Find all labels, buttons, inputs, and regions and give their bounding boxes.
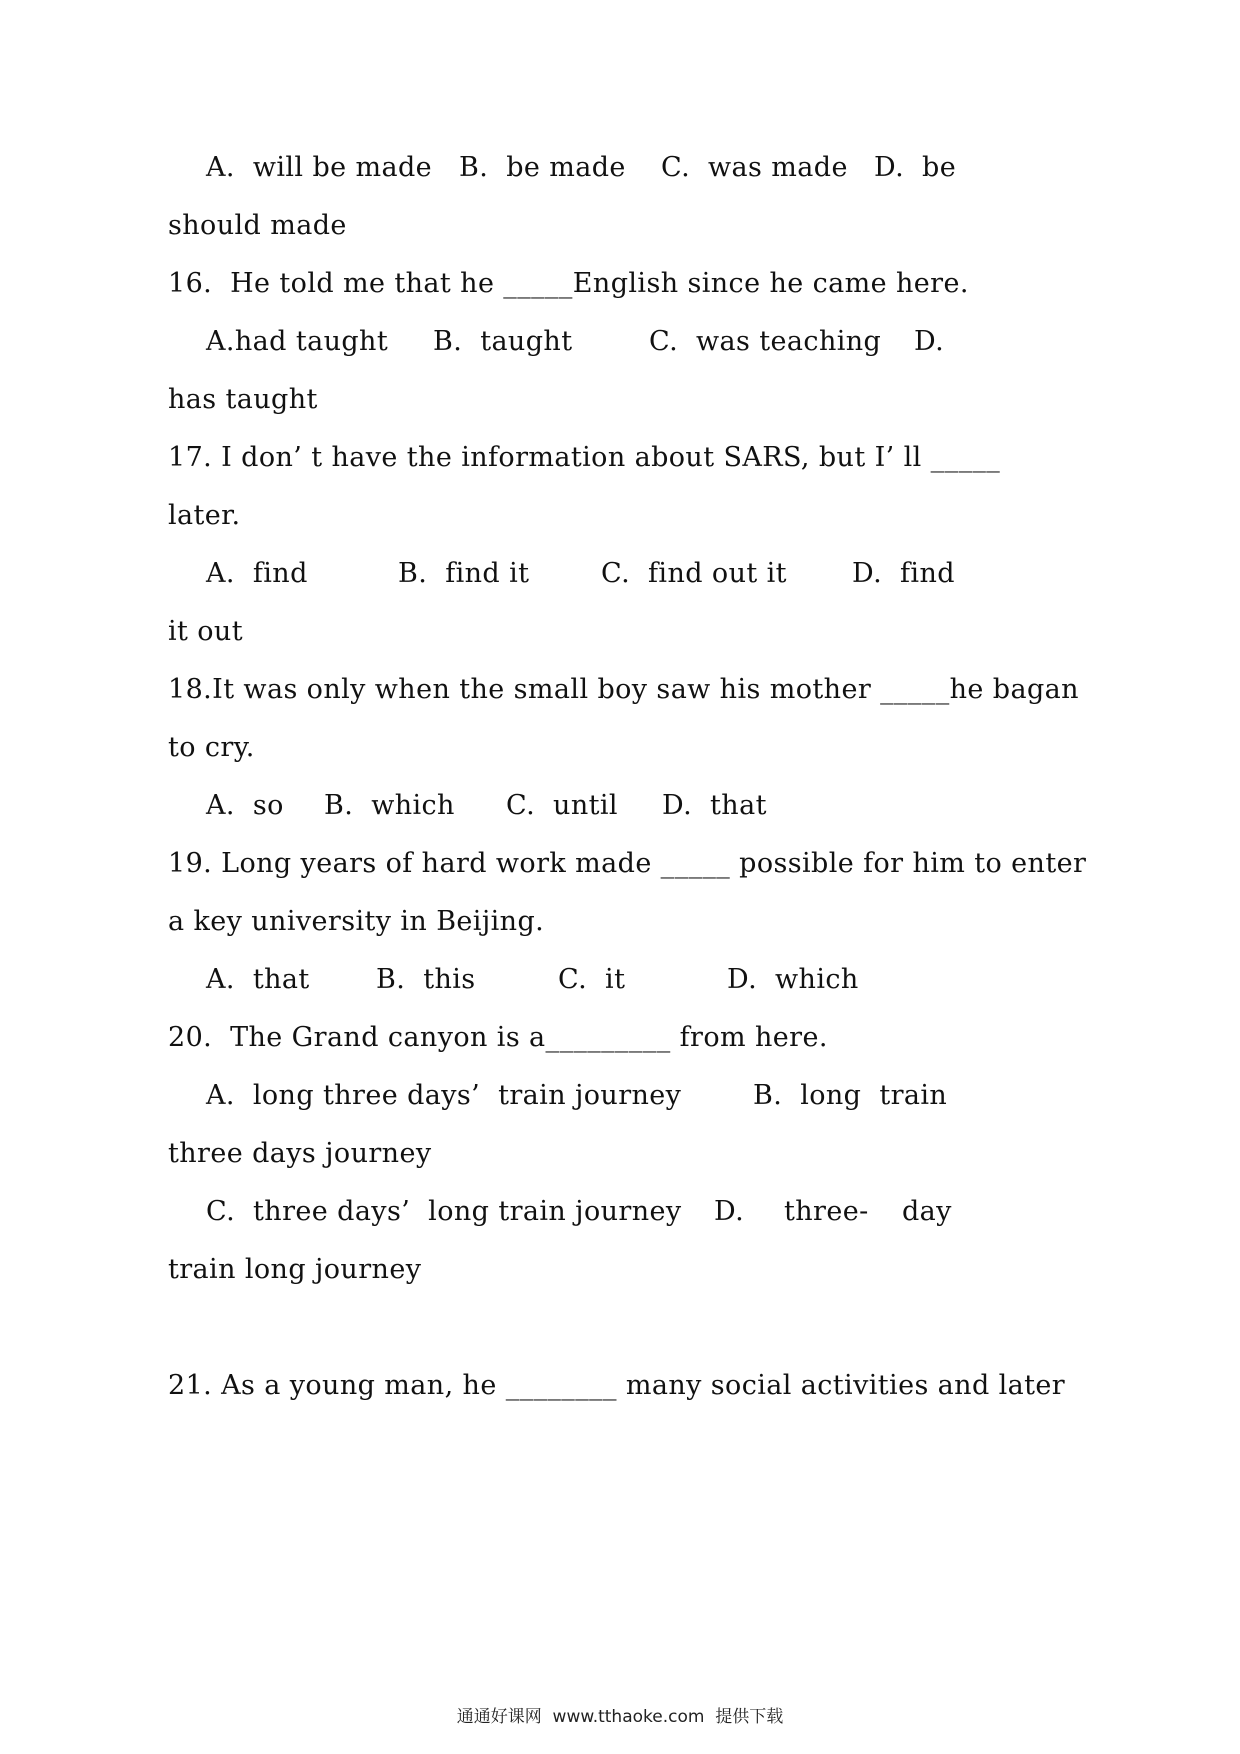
q15-option-d: D. be (874, 152, 957, 183)
q18-option-d: D. that (662, 790, 767, 821)
q15-option-b: B. be made (459, 152, 626, 183)
q18-stem: 18.It was only when the small boy saw his mother _____he bagan (168, 674, 1079, 705)
q20-option-b: B. long train (753, 1080, 948, 1111)
q17-option-d-continuation: it out (168, 616, 243, 647)
q17-stem-continuation: later. (168, 500, 241, 531)
q15-option-a: A. will be made (206, 152, 433, 183)
q19-option-b: B. this (376, 964, 476, 995)
q18-option-a: A. so (206, 790, 284, 821)
q20-option-d-word1: three- (784, 1196, 869, 1227)
q16-option-a: A.had taught (206, 326, 389, 357)
q16-option-d: D. (914, 326, 945, 357)
q15-option-d-continuation: should made (168, 210, 347, 241)
page-footer: 通通好课网 www.tthaoke.com 提供下载 (456, 1707, 784, 1727)
q17-option-a: A. find (206, 558, 308, 589)
q17-option-c: C. find out it (601, 558, 787, 589)
q16-option-d-continuation: has taught (168, 384, 318, 415)
q19-option-a: A. that (206, 964, 310, 995)
q20-stem: 20. The Grand canyon is a_________ from here. (168, 1022, 828, 1053)
q17-option-d: D. find (852, 558, 955, 589)
q19-stem-continuation: a key university in Beijing. (168, 906, 545, 937)
q16-option-c: C. was teaching (649, 326, 882, 357)
q20-option-a: A. long three days’ train journey (206, 1080, 682, 1111)
q20-option-c: C. three days’ long train journey (206, 1196, 682, 1227)
q20-option-b-continuation: three days journey (168, 1138, 432, 1169)
q18-option-c: C. until (506, 790, 618, 821)
q15-option-c: C. was made (661, 152, 848, 183)
q18-stem-continuation: to cry. (168, 732, 255, 763)
q16-stem: 16. He told me that he _____English since he came here. (168, 268, 969, 299)
q19-option-d: D. which (727, 964, 859, 995)
q16-option-b: B. taught (433, 326, 573, 357)
q20-option-d-word2: day (902, 1196, 952, 1227)
q17-option-b: B. find it (398, 558, 530, 589)
q20-option-d-continuation: train long journey (168, 1254, 422, 1285)
q18-option-b: B. which (324, 790, 455, 821)
q19-option-c: C. it (558, 964, 626, 995)
q21-stem: 21. As a young man, he ________ many social activities and later (168, 1370, 1066, 1401)
q17-stem: 17. I don’ t have the information about SARS, but I’ ll _____ (168, 442, 1001, 473)
q19-stem: 19. Long years of hard work made _____ possible for him to enter (168, 848, 1087, 879)
q20-option-d-letter: D. (714, 1196, 745, 1227)
